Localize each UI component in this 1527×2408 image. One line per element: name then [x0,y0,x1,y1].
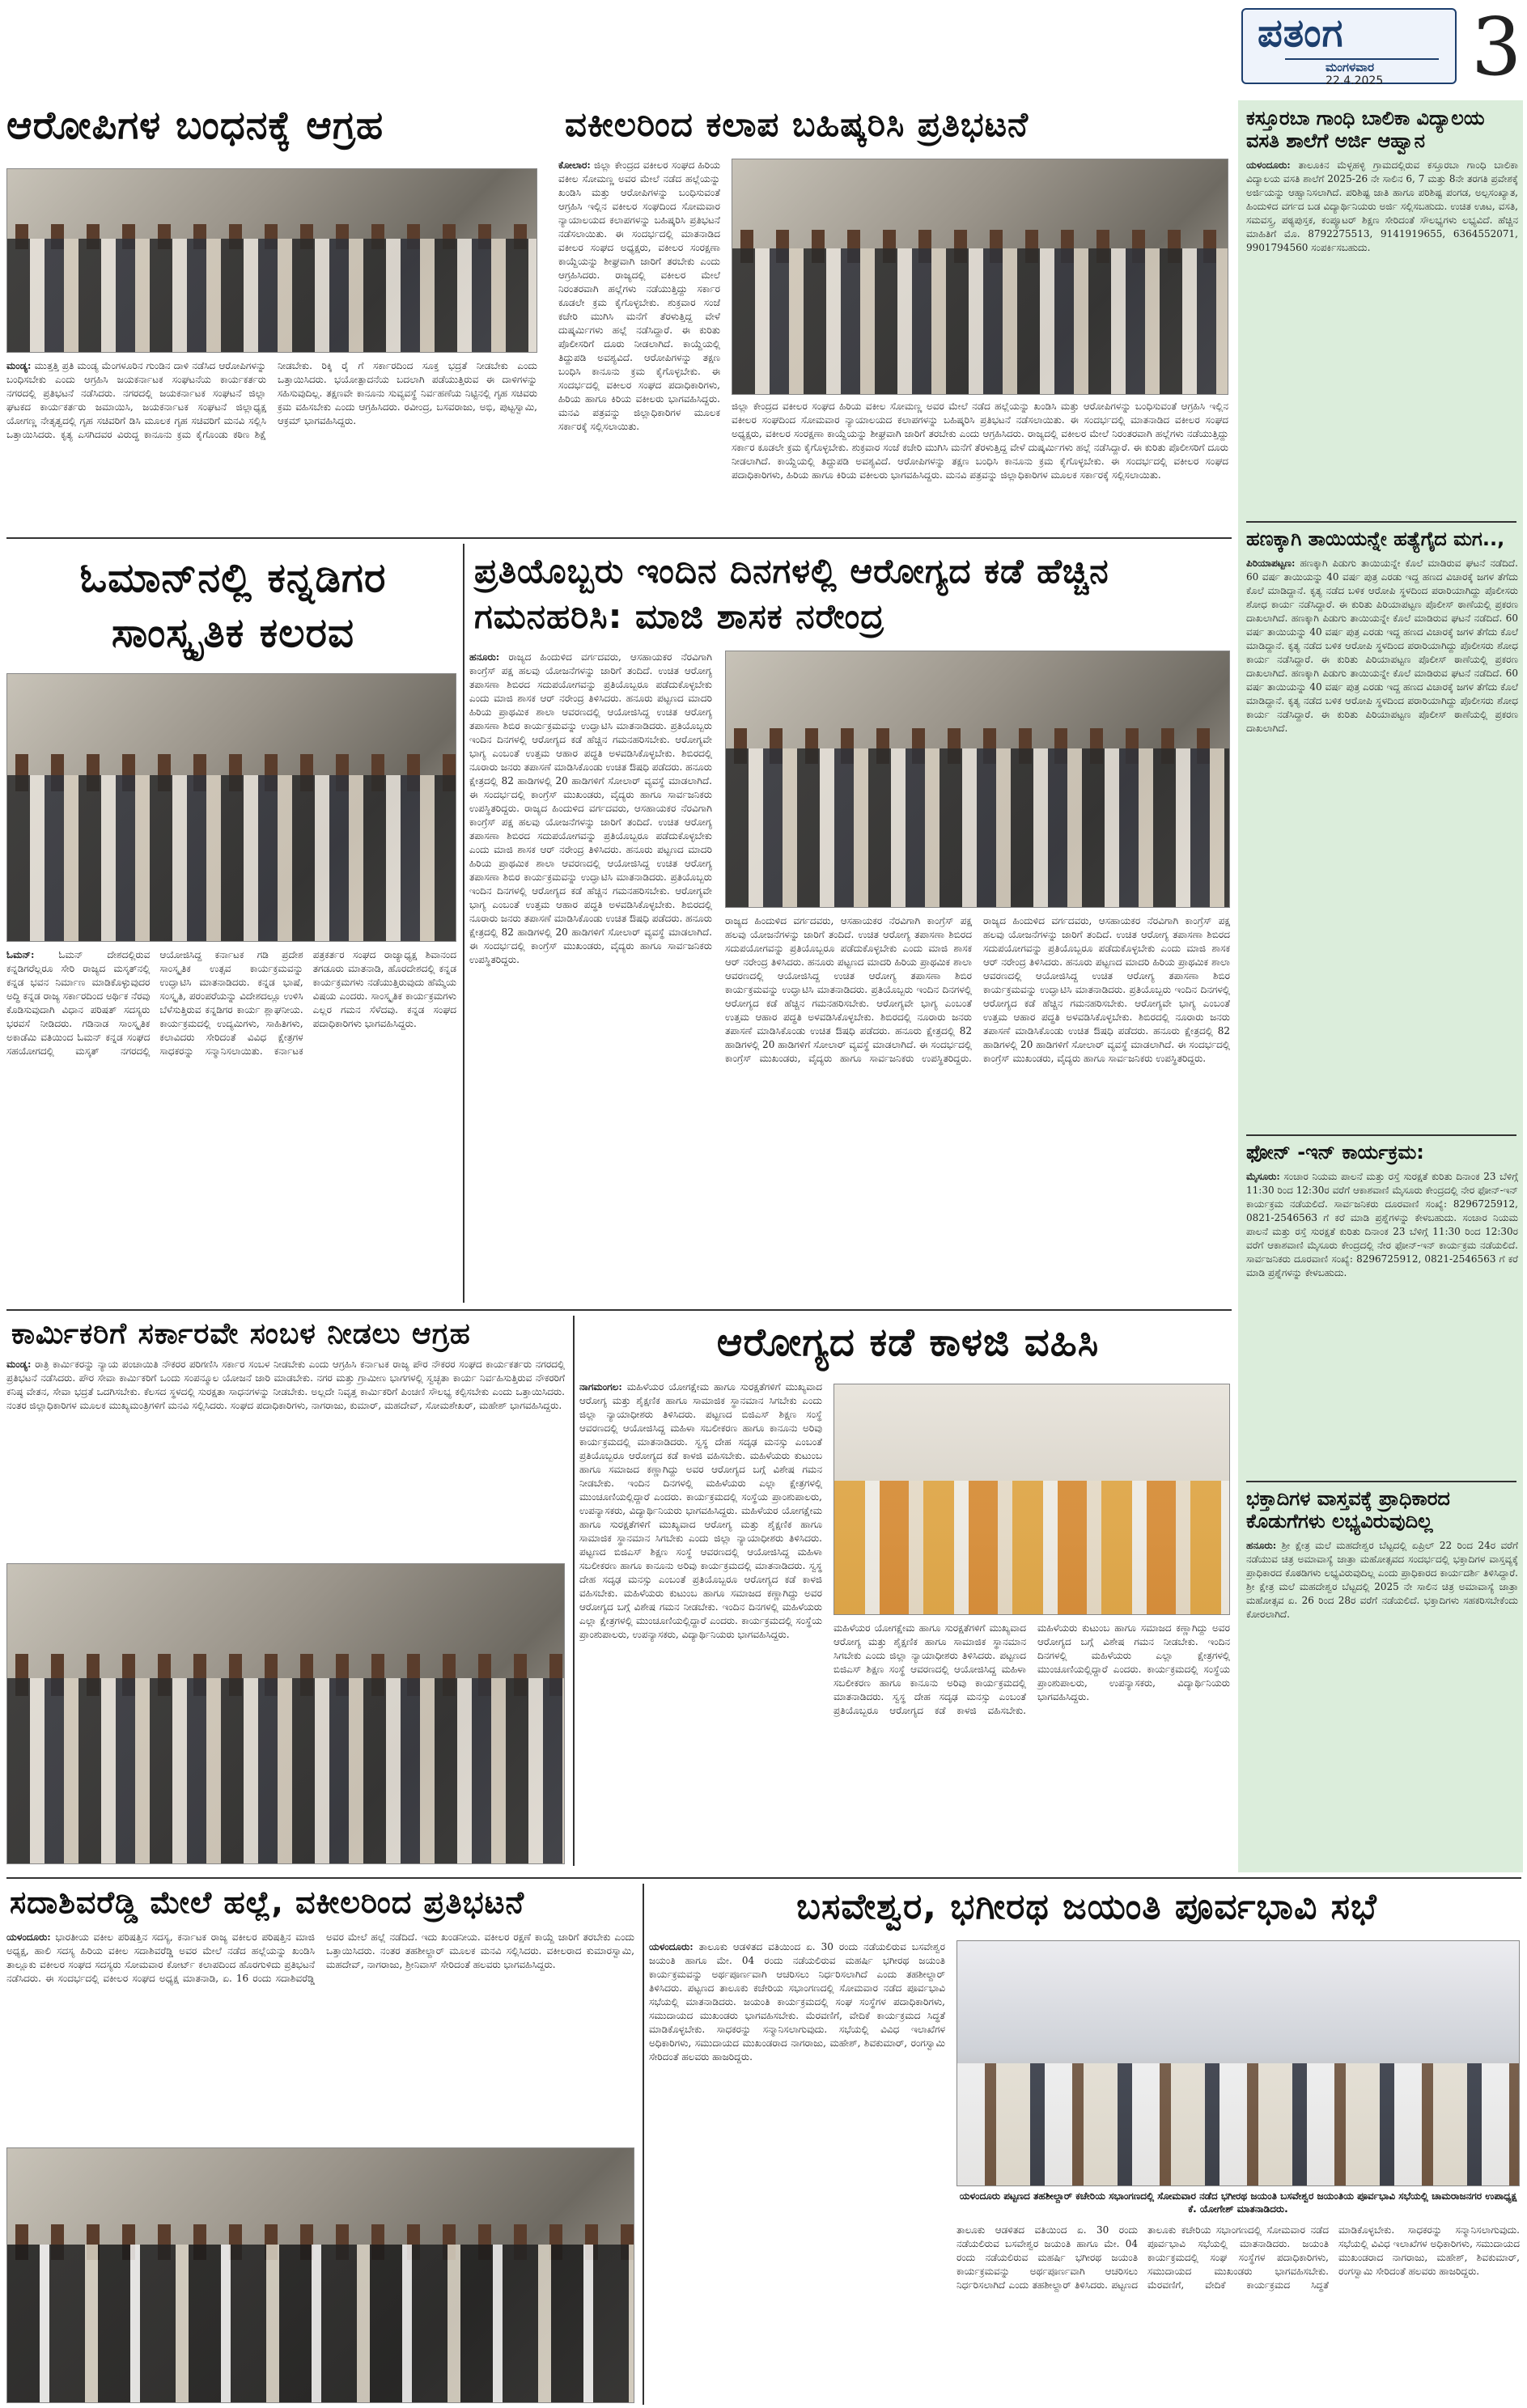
news-photo [6,168,537,353]
divider [1246,521,1516,523]
article-oman-kannadigas [6,544,460,1304]
article-workers-salary [6,1316,568,1866]
article-body [6,948,456,1301]
divider [643,1884,644,2405]
news-photo [956,1940,1520,2186]
body-copy: ರಾಜ್ಯದ ಹಿಂದುಳಿದ ವರ್ಗದವರು, ಆಸಹಾಯಕರ ನೆರವಿಗಾಗಿ ಕಾಂಗ್ರೆಸ್ ಪಕ್ಷ ಹಲವು ಯೋಜನೆಗಳನ್ನು ಜಾರಿಗೆ ತಂದಿದೆ. ಉಚಿತ ಆರೋಗ್ಯ ತಪಾಸಣಾ ಶಿಬಿರದ ಸದುಪಯೋಗವನ್ನು ಪ್ರತಿಯೊಬ್ಬರೂ ಪಡೆದುಕೊಳ್ಳಬೇಕು ಎಂದು ಮಾಜಿ ಶಾಸಕ ಆರ್ ನರೇಂದ್ರ ತಿಳಿಸಿದರು. ಹನೂರು ಪಟ್ಟಣದ ಮಾದರಿ ಹಿರಿಯ ಪ್ರಾಥಮಿಕ ಶಾಲಾ ಆವರಣದಲ್ಲಿ ಆಯೋಜಿಸಿದ್ದ ಉಚಿತ ಆರೋಗ್ಯ ತಪಾಸಣಾ ಶಿಬಿರ ಕಾರ್ಯಕ್ರಮವನ್ನು ಉದ್ಘಾಟಿಸಿ ಮಾತನಾಡಿದರು. ಪ್ರತಿಯೊಬ್ಬರು ಇಂದಿನ ದಿನಗಳಲ್ಲಿ ಆರೋಗ್ಯದ ಕಡೆ ಹೆಚ್ಚಿನ ಗಮನಹರಿಸಬೇಕು. ಆರೋಗ್ಯವೇ ಭಾಗ್ಯ ಎಂಬಂತೆ ಉತ್ತಮ ಆಹಾರ ಪದ್ಧತಿ ಅಳವಡಿಸಿಕೊಳ್ಳಬೇಕು. ಶಿಬಿರದಲ್ಲಿ ನೂರಾರು ಜನರು ತಪಾಸಣೆ ಮಾಡಿಸಿಕೊಂಡು ಉಚಿತ ಔಷಧಿ ಪಡೆದರು. ಹನೂರು ಕ್ಷೇತ್ರದಲ್ಲಿ 82 ಹಾಡಿಗಳಲ್ಲಿ 20 ಹಾಡಿಗಳಿಗೆ ಸೋಲಾರ್ ವ್ಯವಸ್ಥೆ ಮಾಡಲಾಗಿದೆ. ಈ ಸಂದರ್ಭದಲ್ಲಿ ಕಾಂಗ್ರೆಸ್ ಮುಖಂಡರು, ವೈದ್ಯರು ಹಾಗೂ ಸಾರ್ವಜನಿಕರು ಉಪಸ್ಥಿತರಿದ್ದರು. [469,651,712,814]
body-copy-continued: ಹಣಕ್ಕಾಗಿ ಪಿಡುಗು ತಾಯಿಯನ್ನೇ ಕೊಲೆ ಮಾಡಿರುವ ಘಟನೆ ನಡೆದಿದೆ. 60 ವರ್ಷ ತಾಯಿಯನ್ನು 40 ವರ್ಷ ಪುತ್ರ ಎರಡು ಇದ್ದ ಹಣದ ವಿಚಾರಕ್ಕೆ ಜಗಳ ತೆಗೆದು ಕೊಲೆ ಮಾಡಿದ್ದಾನೆ. ಕೃತ್ಯ ನಡೆದ ಬಳಿಕ ಆರೋಪಿ ಸ್ಥಳದಿಂದ ಪರಾರಿಯಾಗಿದ್ದು ಪೊಲೀಸರು ಶೋಧ ಕಾರ್ಯ ನಡೆಸಿದ್ದಾರೆ. ಈ ಕುರಿತು ಪಿರಿಯಾಪಟ್ಟಣ ಪೊಲೀಸ್ ಠಾಣೆಯಲ್ಲಿ ಪ್ರಕರಣ ದಾಖಲಾಗಿದೆ. [1246,668,1518,734]
dateline: ಯಳಂದೂರು: [6,1931,51,1943]
body-copy-continued: ರಾಜ್ಯದ ಹಿಂದುಳಿದ ವರ್ಗದವರು, ಆಸಹಾಯಕರ ನೆರವಿಗಾಗಿ ಕಾಂಗ್ರೆಸ್ ಪಕ್ಷ ಹಲವು ಯೋಜನೆಗಳನ್ನು ಜಾರಿಗೆ ತಂದಿದೆ. ಉಚಿತ ಆರೋಗ್ಯ ತಪಾಸಣಾ ಶಿಬಿರದ ಸದುಪಯೋಗವನ್ನು ಪ್ರತಿಯೊಬ್ಬರೂ ಪಡೆದುಕೊಳ್ಳಬೇಕು ಎಂದು ಮಾಜಿ ಶಾಸಕ ಆರ್ ನರೇಂದ್ರ ತಿಳಿಸಿದರು. ಹನೂರು ಪಟ್ಟಣದ ಮಾದರಿ ಹಿರಿಯ ಪ್ರಾಥಮಿಕ ಶಾಲಾ ಆವರಣದಲ್ಲಿ ಆಯೋಜಿಸಿದ್ದ ಉಚಿತ ಆರೋಗ್ಯ ತಪಾಸಣಾ ಶಿಬಿರ ಕಾರ್ಯಕ್ರಮವನ್ನು ಉದ್ಘಾಟಿಸಿ ಮಾತನಾಡಿದರು. ಪ್ರತಿಯೊಬ್ಬರು ಇಂದಿನ ದಿನಗಳಲ್ಲಿ ಆರೋಗ್ಯದ ಕಡೆ ಹೆಚ್ಚಿನ ಗಮನಹರಿಸಬೇಕು. ಆರೋಗ್ಯವೇ ಭಾಗ್ಯ ಎಂಬಂತೆ ಉತ್ತಮ ಆಹಾರ ಪದ್ಧತಿ ಅಳವಡಿಸಿಕೊಳ್ಳಬೇಕು. ಶಿಬಿರದಲ್ಲಿ ನೂರಾರು ಜನರು ತಪಾಸಣೆ ಮಾಡಿಸಿಕೊಂಡು ಉಚಿತ ಔಷಧಿ ಪಡೆದರು. ಹನೂರು ಕ್ಷೇತ್ರದಲ್ಲಿ 82 ಹಾಡಿಗಳಲ್ಲಿ 20 ಹಾಡಿಗಳಿಗೆ ಸೋಲಾರ್ ವ್ಯವಸ್ಥೆ ಮಾಡಲಾಗಿದೆ. ಈ ಸಂದರ್ಭದಲ್ಲಿ ಕಾಂಗ್ರೆಸ್ ಮುಖಂಡರು, ವೈದ್ಯರು ಹಾಗೂ ಸಾರ್ವಜನಿಕರು ಉಪಸ್ಥಿತರಿದ್ದರು. [469,803,712,965]
divider [463,544,464,1303]
headline: ಸದಾಶಿವರೆಡ್ಡಿ ಮೇಲೆ ಹಲ್ಲೆ, ವಕೀಲರಿಂದ ಪ್ರತಿಭಟನೆ [10,1884,525,1920]
article-body [1246,159,1518,474]
news-photo [6,2147,634,2403]
article-lawyers-boycott [558,102,1230,531]
dateline: ಕೋಲಾರ: [558,159,591,171]
article-body-right [833,1622,1230,1864]
sidebar-item-temple-rooms [1246,1487,1518,1867]
article-body-left [579,1380,822,1864]
body-copy: ತಾಲೂಕು ಆಡಳಿತದ ವತಿಯಿಂದ ಏ. 30 ರಂದು ನಡೆಯಲಿರುವ ಬಸವೇಶ್ವರ ಜಯಂತಿ ಹಾಗೂ ಮೇ. 04 ರಂದು ನಡೆಯಲಿರುವ ಮಹರ್ಷಿ ಭಗೀರಥ ಜಯಂತಿ ಕಾರ್ಯಕ್ರಮವನ್ನು ಅರ್ಥಪೂರ್ಣವಾಗಿ ಆಚರಿಸಲು ನಿರ್ಧರಿಸಲಾಗಿದೆ ಎಂದು ತಹಶೀಲ್ದಾರ್ ತಿಳಿಸಿದರು. ಪಟ್ಟಣದ ತಾಲೂಕು ಕಚೇರಿಯ ಸಭಾಂಗಣದಲ್ಲಿ ಸೋಮವಾರ ನಡೆದ ಪೂರ್ವಭಾವಿ ಸಭೆಯಲ್ಲಿ ಮಾತನಾಡಿದರು. ಜಯಂತಿ ಕಾರ್ಯಕ್ರಮದಲ್ಲಿ ಸಂಘ ಸಂಸ್ಥೆಗಳ ಪದಾಧಿಕಾರಿಗಳು, ಸಮುದಾಯದ ಮುಖಂಡರು ಭಾಗವಹಿಸಬೇಕು. ಮೆರವಣಿಗೆ, ವೇದಿಕೆ ಕಾರ್ಯಕ್ರಮದ ಸಿದ್ಧತೆ ಮಾಡಿಕೊಳ್ಳಬೇಕು. ಸಾಧಕರನ್ನು ಸನ್ಮಾನಿಸಲಾಗುವುದು. ಸಭೆಯಲ್ಲಿ ವಿವಿಧ ಇಲಾಖೆಗಳ ಅಧಿಕಾರಿಗಳು, ಸಮುದಾಯದ ಮುಖಂಡರಾದ ನಾಗರಾಜು, ಮಹೇಶ್, ಶಿವಕುಮಾರ್, ರಂಗಸ್ವಾಮಿ ಸೇರಿದಂತೆ ಹಲವರು ಹಾಜರಿದ್ದರು. [649,1941,945,2062]
article-body [1246,1539,1518,1846]
article-sadashiva-reddy [6,1884,638,2405]
dateline: ಮಂಡ್ಯ: [6,1359,32,1370]
body-copy-continued: ಮಹಿಳೆಯರ ಯೋಗಕ್ಷೇಮ ಹಾಗೂ ಸುರಕ್ಷತೆಗಳಿಗೆ ಮುಖ್ಯವಾದ ಆರೋಗ್ಯ ಮತ್ತು ಶೈಕ್ಷಣಿಕ ಹಾಗೂ ಸಾಮಾಜಿಕ ಸ್ಥಾನಮಾನ ಸಿಗಬೇಕು ಎಂದು ಜಿಲ್ಲಾ ನ್ಯಾಯಾಧೀಶರು ತಿಳಿಸಿದರು. ಪಟ್ಟಣದ ಬಿಜಿಎಸ್ ಶಿಕ್ಷಣ ಸಂಸ್ಥೆ ಆವರಣದಲ್ಲಿ ಆಯೋಜಿಸಿದ್ದ ಮಹಿಳಾ ಸಬಲೀಕರಣ ಹಾಗೂ ಕಾನೂನು ಅರಿವು ಕಾರ್ಯಕ್ರಮದಲ್ಲಿ ಮಾತನಾಡಿದರು. ಸ್ವಸ್ಥ ದೇಹ ಸದೃಢ ಮನಸ್ಸು ಎಂಬಂತೆ ಪ್ರತಿಯೊಬ್ಬರೂ ಆರೋಗ್ಯದ ಕಡೆ ಕಾಳಜಿ ವಹಿಸಬೇಕು. ಮಹಿಳೆಯರು ಕುಟುಂಬ ಹಾಗೂ ಸಮಾಜದ ಕಣ್ಣಾಗಿದ್ದು ಅವರ ಆರೋಗ್ಯದ ಬಗ್ಗೆ ವಿಶೇಷ ಗಮನ ನೀಡಬೇಕು. ಇಂದಿನ ದಿನಗಳಲ್ಲಿ ಮಹಿಳೆಯರು ಎಲ್ಲಾ ಕ್ಷೇತ್ರಗಳಲ್ಲಿ ಮುಂಚೂಣಿಯಲ್ಲಿದ್ದಾರೆ ಎಂದರು. ಕಾರ್ಯಕ್ರಮದಲ್ಲಿ ಸಂಸ್ಥೆಯ ಪ್ರಾಂಶುಪಾಲರು, ಉಪನ್ಯಾಸಕರು, ವಿದ್ಯಾರ್ಥಿನಿಯರು ಭಾಗವಹಿಸಿದ್ದರು. [579,1505,822,1640]
divider [1246,1134,1516,1136]
dateline: ಯಳಂದೂರು: [1246,159,1291,171]
headline: ಪ್ರತಿಯೊಬ್ಬರು ಇಂದಿನ ದಿನಗಳಲ್ಲಿ ಆರೋಗ್ಯದ ಕಡೆ ಹೆಚ್ಚಿನ ಗಮನಹರಿಸಿ: ಮಾಜಿ ಶಾಸಕ ನರೇಂದ್ರ [474,551,1109,636]
body-copy: ಶ್ರೀ ಕ್ಷೇತ್ರ ಮಲೆ ಮಹದೇಶ್ವರ ಬೆಟ್ಟದಲ್ಲಿ ಏಪ್ರಿಲ್ 22 ರಿಂದ 24ರ ವರೆಗೆ ನಡೆಯುವ ಚಿತ್ರ ಅಮಾವಾಸ್ಯೆ ಜಾತ್ರಾ ಮಹೋತ್ಸವದ ಸಂದರ್ಭದಲ್ಲಿ ಭಕ್ತಾದಿಗಳ ವಾಸ್ತವ್ಯಕ್ಕೆ ಪ್ರಾಧಿಕಾರದ ಕೊಠಡಿಗಳು ಲಭ್ಯವಿರುವುದಿಲ್ಲ ಎಂದು ಪ್ರಾಧಿಕಾರದ ಕಾರ್ಯದರ್ಶಿ ತಿಳಿಸಿದ್ದಾರೆ. ಶ್ರೀ ಕ್ಷೇತ್ರ ಮಲೆ ಮಹದೇಶ್ವರ ಬೆಟ್ಟದಲ್ಲಿ 2025 ನೇ ಸಾಲಿನ ಚಿತ್ರ ಅಮಾವಾಸ್ಯೆ ಜಾತ್ರಾ ಮಹೋತ್ಸವ ಏ. 26 ರಿಂದ 28ರ ವರೆಗೆ ನಡೆಯಲಿದೆ. ಭಕ್ತಾದಿಗಳು ಸಹಕರಿಸಬೇಕೆಂದು ಕೋರಲಾಗಿದೆ. [1246,1540,1518,1620]
headline: ಕಾರ್ಮಿಕರಿಗೆ ಸರ್ಕಾರವೇ ಸಂಬಳ ನೀಡಲು ಆಗ್ರಹ [11,1317,471,1350]
dateline: ಯಳಂದೂರು: [649,1941,694,1952]
dateline: ಹನೂರು: [1246,1540,1277,1551]
body-copy: ಭಾರತೀಯ ವಕೀಲ ಪರಿಷತ್ತಿನ ಸದಸ್ಯ, ಕರ್ನಾಟಕ ರಾಜ್ಯ ವಕೀಲರ ಪರಿಷತ್ತಿನ ಮಾಜಿ ಅಧ್ಯಕ್ಷ, ಹಾಲಿ ಸದಸ್ಯ ಹಿರಿಯ ವಕೀಲ ಸದಾಶಿವರೆಡ್ಡಿ ಅವರ ಮೇಲೆ ನಡೆದ ಹಲ್ಲೆಯನ್ನು ಖಂಡಿಸಿ ತಾಲ್ಲೂಕು ವಕೀಲರ ಸಂಘದ ಸದಸ್ಯರು ಸೋಮವಾರ ಕೋರ್ಟ್ ಕಲಾಪದಿಂದ ಹೊರಗುಳಿದು ಪ್ರತಿಭಟನೆ ನಡೆಸಿದರು. ಈ ಸಂದರ್ಭದಲ್ಲಿ ವಕೀಲರ ಸಂಘದ ಅಧ್ಯಕ್ಷ ಮಾತನಾಡಿ, ಏ. 16 ರಂದು ಸದಾಶಿವರೆಡ್ಡಿ ಅವರ ಮೇಲೆ ಹಲ್ಲೆ ನಡೆದಿದೆ. ಇದು ಖಂಡನೀಯ. ವಕೀಲರ ರಕ್ಷಣೆ ಕಾಯ್ದೆ ಜಾರಿಗೆ ತರಬೇಕು ಎಂದು ಒತ್ತಾಯಿಸಿದರು. ನಂತರ ತಹಶೀಲ್ದಾರ್ ಮೂಲಕ ಮನವಿ ಸಲ್ಲಿಸಿದರು. ವಕೀಲರಾದ ಕುಮಾರಸ್ವಾಮಿ, ಮಹದೇವ್, ನಾಗರಾಜು, ಶ್ರೀನಿವಾಸ್ ಸೇರಿದಂತೆ ಹಲವರು ಭಾಗವಹಿಸಿದ್ದರು. [6,1931,634,1984]
masthead-name: ಪತಂಗ [1258,11,1344,56]
article-body-left [558,159,720,528]
body-copy: ಓಮನ್ ದೇಶದಲ್ಲಿರುವ ಕನ್ನಡಿಗರೆಲ್ಲರೂ ಸೇರಿ ರಾಜ್ಯದ ಮಸ್ಕತ್‌ನಲ್ಲಿ ಕನ್ನಡ ಭವನ ನಿರ್ಮಾಣ ಮಾಡಿಕೊಳ್ಳುವುದರ ಅದ್ಧಿ ಕನ್ನಡ ರಾಜ್ಯ ಸರ್ಕಾರದಿಂದ ಅರ್ಥಿಕ ನೆರವು ಕೊಡಿಸುವುದಾಗಿ ವಿಧಾನ ಪರಿಷತ್ ಸದಸ್ಯರು ಭರವಸೆ ನೀಡಿದರು. ಗಡಿನಾಡ ಸಾಂಸ್ಕೃತಿಕ ಅಕಾಡೆಮಿ ವತಿಯಿಂದ ಓಮನ್ ಕನ್ನಡ ಸಂಘದ ಸಹಯೋಗದಲ್ಲಿ ಮಸ್ಕತ್ ನಗರದಲ್ಲಿ ಆಯೋಜಿಸಿದ್ದ ಕರ್ನಾಟಕ ಗಡಿ ಪ್ರದೇಶ ಸಾಂಸ್ಕೃತಿಕ ಉತ್ಸವ ಕಾರ್ಯಕ್ರಮವನ್ನು ಉದ್ಘಾಟಿಸಿ ಮಾತನಾಡಿದರು. ಕನ್ನಡ ಭಾಷೆ, ಸಂಸ್ಕೃತಿ, ಪರಂಪರೆಯನ್ನು ವಿದೇಶದಲ್ಲೂ ಉಳಿಸಿ ಬೆಳೆಸುತ್ತಿರುವ ಕನ್ನಡಿಗರ ಕಾರ್ಯ ಶ್ಲಾಘನೀಯ. ಕಾರ್ಯಕ್ರಮದಲ್ಲಿ ಉದ್ಯಮಿಗಳು, ಸಾಹಿತಿಗಳು, ಕಲಾವಿದರು ಸೇರಿದಂತೆ ವಿವಿಧ ಕ್ಷೇತ್ರಗಳ ಸಾಧಕರನ್ನು ಸನ್ಮಾನಿಸಲಾಯಿತು. ಕರ್ನಾಟಕ ಪತ್ರಕರ್ತರ ಸಂಘದ ರಾಜ್ಯಾಧ್ಯಕ್ಷ ಶಿವಾನಂದ ತಗಡೂರು ಮಾತನಾಡಿ, ಹೊರದೇಶದಲ್ಲಿ ಕನ್ನಡ ಕಾರ್ಯಕ್ರಮಗಳು ನಡೆಯುತ್ತಿರುವುದು ಹೆಮ್ಮೆಯ ವಿಷಯ ಎಂದರು. ಸಾಂಸ್ಕೃತಿಕ ಕಾರ್ಯಕ್ರಮಗಳು ಎಲ್ಲರ ಗಮನ ಸೆಳೆದವು. ಕನ್ನಡ ಸಂಘದ ಪದಾಧಿಕಾರಿಗಳು ಭಾಗವಹಿಸಿದ್ದರು. [6,949,456,1057]
article-body [6,1931,634,2141]
divider [6,1877,1521,1879]
body-copy: ಸಂಚಾರ ನಿಯಮ ಪಾಲನೆ ಮತ್ತು ರಸ್ತೆ ಸುರಕ್ಷತೆ ಕುರಿತು ದಿನಾಂಕ 23 ಬೆಳಿಗ್ಗೆ 11:30 ರಿಂದ 12:30ರ ವರೆಗೆ ಆಕಾಶವಾಣಿ ಮೈಸೂರು ಕೇಂದ್ರದಲ್ಲಿ ನೇರ ಫೋನ್-ಇನ್ ಕಾರ್ಯಕ್ರಮ ನಡೆಯಲಿದೆ. ಸಾರ್ವಜನಿಕರು ದೂರವಾಣಿ ಸಂಖ್ಯೆ: 8296725912, 0821-2546563 ಗೆ ಕರೆ ಮಾಡಿ ಪ್ರಶ್ನೆಗಳನ್ನು ಕೇಳಬಹುದು. [1246,1171,1518,1223]
news-photo [725,651,1230,908]
dateline: ಓಮನ್: [6,949,35,960]
dateline: ಹನೂರು: [469,651,500,663]
dateline: ಮಂಡ್ಯ: [6,360,32,371]
article-body [1246,557,1518,1107]
article-body-right [732,400,1228,528]
article-body [6,359,537,529]
body-copy: ಜಿಲ್ಲಾ ಕೇಂದ್ರದ ವಕೀಲರ ಸಂಘದ ಹಿರಿಯ ವಕೀಲ ಸೋಮಣ್ಣ ಅವರ ಮೇಲೆ ನಡೆದ ಹಲ್ಲೆಯನ್ನು ಖಂಡಿಸಿ ಮತ್ತು ಆರೋಪಿಗಳನ್ನು ಬಂಧಿಸುವಂತೆ ಆಗ್ರಹಿಸಿ ಇಲ್ಲಿನ ವಕೀಲರ ಸಂಘದಿಂದ ಸೋಮವಾರ ನ್ಯಾಯಾಲಯದ ಕಲಾಪಗಳನ್ನು ಬಹಿಷ್ಕರಿಸಿ ಪ್ರತಿಭಟನೆ ನಡೆಸಲಾಯಿತು. ಈ ಸಂದರ್ಭದಲ್ಲಿ ಮಾತನಾಡಿದ ವಕೀಲರ ಸಂಘದ ಅಧ್ಯಕ್ಷರು, ವಕೀಲರ ಸಂರಕ್ಷಣಾ ಕಾಯ್ದೆಯನ್ನು ಶೀಘ್ರವಾಗಿ ಜಾರಿಗೆ ತರಬೇಕು ಎಂದು ಆಗ್ರಹಿಸಿದರು. ರಾಜ್ಯದಲ್ಲಿ ವಕೀಲರ ಮೇಲೆ ನಿರಂತರವಾಗಿ ಹಲ್ಲೆಗಳು ನಡೆಯುತ್ತಿದ್ದು ಸರ್ಕಾರ ಕೂಡಲೇ ಕ್ರಮ ಕೈಗೊಳ್ಳಬೇಕು. ಶುಕ್ರವಾರ ಸಂಜೆ ಕಚೇರಿ ಮುಗಿಸಿ ಮನೆಗೆ ತೆರಳುತ್ತಿದ್ದ ವೇಳೆ ದುಷ್ಕರ್ಮಿಗಳು ಹಲ್ಲೆ ನಡೆಸಿದ್ದಾರೆ. ಈ ಕುರಿತು ಪೊಲೀಸರಿಗೆ ದೂರು ನೀಡಲಾಗಿದೆ. ಕಾಯ್ದೆಯಲ್ಲಿ ತಿದ್ದುಪಡಿ ಅವಶ್ಯವಿದೆ. ಆರೋಪಿಗಳನ್ನು ತಕ್ಷಣ ಬಂಧಿಸಿ ಕಾನೂನು ಕ್ರಮ ಕೈಗೊಳ್ಳಬೇಕು. ಈ ಸಂದರ್ಭದಲ್ಲಿ ವಕೀಲರ ಸಂಘದ ಪದಾಧಿಕಾರಿಗಳು, ಹಿರಿಯ ಹಾಗೂ ಕಿರಿಯ ವಕೀಲರು ಭಾಗವಹಿಸಿದ್ದರು. ಮನವಿ ಪತ್ರವನ್ನು ಜಿಲ್ಲಾಧಿಕಾರಿಗಳ ಮೂಲಕ ಸರ್ಕಾರಕ್ಕೆ ಸಲ್ಲಿಸಲಾಯಿತು. [732,401,1228,481]
body-copy-continued: ರಾಜ್ಯದ ಹಿಂದುಳಿದ ವರ್ಗದವರು, ಆಸಹಾಯಕರ ನೆರವಿಗಾಗಿ ಕಾಂಗ್ರೆಸ್ ಪಕ್ಷ ಹಲವು ಯೋಜನೆಗಳನ್ನು ಜಾರಿಗೆ ತಂದಿದೆ. ಉಚಿತ ಆರೋಗ್ಯ ತಪಾಸಣಾ ಶಿಬಿರದ ಸದುಪಯೋಗವನ್ನು ಪ್ರತಿಯೊಬ್ಬರೂ ಪಡೆದುಕೊಳ್ಳಬೇಕು ಎಂದು ಮಾಜಿ ಶಾಸಕ ಆರ್ ನರೇಂದ್ರ ತಿಳಿಸಿದರು. ಹನೂರು ಪಟ್ಟಣದ ಮಾದರಿ ಹಿರಿಯ ಪ್ರಾಥಮಿಕ ಶಾಲಾ ಆವರಣದಲ್ಲಿ ಆಯೋಜಿಸಿದ್ದ ಉಚಿತ ಆರೋಗ್ಯ ತಪಾಸಣಾ ಶಿಬಿರ ಕಾರ್ಯಕ್ರಮವನ್ನು ಉದ್ಘಾಟಿಸಿ ಮಾತನಾಡಿದರು. ಪ್ರತಿಯೊಬ್ಬರು ಇಂದಿನ ದಿನಗಳಲ್ಲಿ ಆರೋಗ್ಯದ ಕಡೆ ಹೆಚ್ಚಿನ ಗಮನಹರಿಸಬೇಕು. ಆರೋಗ್ಯವೇ ಭಾಗ್ಯ ಎಂಬಂತೆ ಉತ್ತಮ ಆಹಾರ ಪದ್ಧತಿ ಅಳವಡಿಸಿಕೊಳ್ಳಬೇಕು. ಶಿಬಿರದಲ್ಲಿ ನೂರಾರು ಜನರು ತಪಾಸಣೆ ಮಾಡಿಸಿಕೊಂಡು ಉಚಿತ ಔಷಧಿ ಪಡೆದರು. ಹನೂರು ಕ್ಷೇತ್ರದಲ್ಲಿ 82 ಹಾಡಿಗಳಲ್ಲಿ 20 ಹಾಡಿಗಳಿಗೆ ಸೋಲಾರ್ ವ್ಯವಸ್ಥೆ ಮಾಡಲಾಗಿದೆ. ಈ ಸಂದರ್ಭದಲ್ಲಿ ಕಾಂಗ್ರೆಸ್ ಮುಖಂಡರು, ವೈದ್ಯರು ಹಾಗೂ ಸಾರ್ವಜನಿಕರು ಉಪಸ್ಥಿತರಿದ್ದರು. [983,915,1230,1064]
photo-caption: ಯಳಂದೂರು ಪಟ್ಟಣದ ತಹಶೀಲ್ದಾರ್ ಕಚೇರಿಯ ಸಭಾಂಗಣದಲ್ಲಿ ಸೋಮವಾರ ನಡೆದ ಭಗೀರಥ ಜಯಂತಿ ಬಸವೇಶ್ವರ ಜಯಂತಿಯ ಪೂರ್ವಭಾವಿ ಸಭೆಯಲ್ಲಿ ಚಾಮರಾಜನಗರ ಉಪಾಧ್ಯಕ್ಷ ಕೆ. ಯೋಗೇಶ್ ಮಾತನಾಡಿದರು. [959,2190,1517,2215]
news-photo [833,1384,1230,1615]
headline: ಆರೋಗ್ಯದ ಕಡೆ ಕಾಳಜಿ ವಹಿಸಿ [716,1320,1100,1365]
masthead-day: ಮಂಗಳವಾರ [1326,60,1375,74]
news-photo [6,1563,565,1864]
body-copy-continued: ಹಣಕ್ಕಾಗಿ ಪಿಡುಗು ತಾಯಿಯನ್ನೇ ಕೊಲೆ ಮಾಡಿರುವ ಘಟನೆ ನಡೆದಿದೆ. 60 ವರ್ಷ ತಾಯಿಯನ್ನು 40 ವರ್ಷ ಪುತ್ರ ಎರಡು ಇದ್ದ ಹಣದ ವಿಚಾರಕ್ಕೆ ಜಗಳ ತೆಗೆದು ಕೊಲೆ ಮಾಡಿದ್ದಾನೆ. ಕೃತ್ಯ ನಡೆದ ಬಳಿಕ ಆರೋಪಿ ಸ್ಥಳದಿಂದ ಪರಾರಿಯಾಗಿದ್ದು ಪೊಲೀಸರು ಶೋಧ ಕಾರ್ಯ ನಡೆಸಿದ್ದಾರೆ. ಈ ಕುರಿತು ಪಿರಿಯಾಪಟ್ಟಣ ಪೊಲೀಸ್ ಠಾಣೆಯಲ್ಲಿ ಪ್ರಕರಣ ದಾಖಲಾಗಿದೆ. [1246,613,1518,679]
headline: ಹಣಕ್ಕಾಗಿ ತಾಯಿಯನ್ನೇ ಹತ್ಯೆಗೈದ ಮಗ.., [1246,528,1505,550]
body-copy: ಮಹಿಳೆಯರ ಯೋಗಕ್ಷೇಮ ಹಾಗೂ ಸುರಕ್ಷತೆಗಳಿಗೆ ಮುಖ್ಯವಾದ ಆರೋಗ್ಯ ಮತ್ತು ಶೈಕ್ಷಣಿಕ ಹಾಗೂ ಸಾಮಾಜಿಕ ಸ್ಥಾನಮಾನ ಸಿಗಬೇಕು ಎಂದು ಜಿಲ್ಲಾ ನ್ಯಾಯಾಧೀಶರು ತಿಳಿಸಿದರು. ಪಟ್ಟಣದ ಬಿಜಿಎಸ್ ಶಿಕ್ಷಣ ಸಂಸ್ಥೆ ಆವರಣದಲ್ಲಿ ಆಯೋಜಿಸಿದ್ದ ಮಹಿಳಾ ಸಬಲೀಕರಣ ಹಾಗೂ ಕಾನೂನು ಅರಿವು ಕಾರ್ಯಕ್ರಮದಲ್ಲಿ ಮಾತನಾಡಿದರು. ಸ್ವಸ್ಥ ದೇಹ ಸದೃಢ ಮನಸ್ಸು ಎಂಬಂತೆ ಪ್ರತಿಯೊಬ್ಬರೂ ಆರೋಗ್ಯದ ಕಡೆ ಕಾಳಜಿ ವಹಿಸಬೇಕು. ಮಹಿಳೆಯರು ಕುಟುಂಬ ಹಾಗೂ ಸಮಾಜದ ಕಣ್ಣಾಗಿದ್ದು ಅವರ ಆರೋಗ್ಯದ ಬಗ್ಗೆ ವಿಶೇಷ ಗಮನ ನೀಡಬೇಕು. ಇಂದಿನ ದಿನಗಳಲ್ಲಿ ಮಹಿಳೆಯರು ಎಲ್ಲಾ ಕ್ಷೇತ್ರಗಳಲ್ಲಿ ಮುಂಚೂಣಿಯಲ್ಲಿದ್ದಾರೆ ಎಂದರು. ಕಾರ್ಯಕ್ರಮದಲ್ಲಿ ಸಂಸ್ಥೆಯ ಪ್ರಾಂಶುಪಾಲರು, ಉಪನ್ಯಾಸಕರು, ವಿದ್ಯಾರ್ಥಿನಿಯರು ಭಾಗವಹಿಸಿದ್ದರು. [833,1622,1230,1716]
sidebar-item-murder [1246,528,1518,1133]
article-body-right [725,914,1230,1303]
dateline: ನಾಗಮಂಗಲ: [579,1381,622,1393]
article-body-left [469,651,712,1303]
masthead-date: 22.4.2025 [1326,74,1384,87]
body-copy: ರಾತ್ರಿ ಕಾರ್ಮಿಕರನ್ನು ನ್ಯಾಯ ಪಂಚಾಯಿತಿ ನೌಕರರ ಪರಿಗಣಿಸಿ ಸರ್ಕಾರ ಸಂಬಳ ನೀಡಬೇಕು ಎಂದು ಆಗ್ರಹಿಸಿ ಕರ್ನಾಟಕ ರಾಜ್ಯ ಪೌರ ನೌಕರರ ಸಂಘದ ಕಾರ್ಯಕರ್ತರು ನಗರದಲ್ಲಿ ಪ್ರತಿಭಟನೆ ನಡೆಸಿದರು. ಪೌರ ಸೇವಾ ಕಾರ್ಮಿಕರಿಗೆ ಒಂದು ಸಂಪನ್ಮೂಲ ಯೋಜನೆ ಜಾರಿ ಮಾಡಬೇಕು. ನಗರ ಮತ್ತು ಗ್ರಾಮೀಣ ಭಾಗಗಳಲ್ಲಿ ಸ್ವಚ್ಛತಾ ಕಾರ್ಯ ನಿರ್ವಹಿಸುತ್ತಿರುವ ನೌಕರರಿಗೆ ಕನಿಷ್ಠ ವೇತನ, ಸೇವಾ ಭದ್ರತೆ ಒದಗಿಸಬೇಕು. ಕೆಲಸದ ಸ್ಥಳದಲ್ಲಿ ಸುರಕ್ಷತಾ ಸಾಧನಗಳನ್ನು ನೀಡಬೇಕು. ಅಲ್ಲದೇ ನಿವೃತ್ತ ಕಾರ್ಮಿಕರಿಗೆ ಪಿಂಚಣಿ ಸೌಲಭ್ಯ ಕಲ್ಪಿಸಬೇಕು ಎಂದು ಒತ್ತಾಯಿಸಿದರು. ನಂತರ ಜಿಲ್ಲಾಧಿಕಾರಿಗಳ ಮೂಲಕ ಮುಖ್ಯಮಂತ್ರಿಗಳಿಗೆ ಮನವಿ ಸಲ್ಲಿಸಿದರು. ಸಂಘದ ಪದಾಧಿಕಾರಿಗಳು, ನಾಗರಾಜು, ಕುಮಾರ್, ಮಹದೇವ್, ಸೋಮಶೇಖರ್, ಮಹೇಶ್ ಭಾಗವಹಿಸಿದ್ದರು. [6,1359,565,1411]
body-copy-continued: ಸಂಚಾರ ನಿಯಮ ಪಾಲನೆ ಮತ್ತು ರಸ್ತೆ ಸುರಕ್ಷತೆ ಕುರಿತು ದಿನಾಂಕ 23 ಬೆಳಿಗ್ಗೆ 11:30 ರಿಂದ 12:30ರ ವರೆಗೆ ಆಕಾಶವಾಣಿ ಮೈಸೂರು ಕೇಂದ್ರದಲ್ಲಿ ನೇರ ಫೋನ್-ಇನ್ ಕಾರ್ಯಕ್ರಮ ನಡೆಯಲಿದೆ. ಸಾರ್ವಜನಿಕರು ದೂರವಾಣಿ ಸಂಖ್ಯೆ: 8296725912, 0821-2546563 ಗೆ ಕರೆ ಮಾಡಿ ಪ್ರಶ್ನೆಗಳನ್ನು ಕೇಳಬಹುದು. [1246,1212,1518,1278]
article-health-narendra [469,544,1232,1304]
article-arrest-demand [6,102,541,531]
divider [6,537,1232,539]
divider [6,1309,1232,1311]
headline: ಬಸವೇಶ್ವರ, ಭಗೀರಥ ಜಯಂತಿ ಪೂರ್ವಭಾವಿ ಸಭೆ [796,1886,1377,1927]
article-body-right [956,2224,1520,2403]
article-health-care [579,1316,1232,1866]
divider [573,1316,575,1866]
news-photo [6,673,456,942]
body-copy: ತಾಲೂಕಿನ ಮೆಳ್ಳಹಳ್ಳಿ ಗ್ರಾಮದಲ್ಲಿರುವ ಕಸ್ತೂರಬಾ ಗಾಂಧಿ ಬಾಲಿಕಾ ವಿದ್ಯಾಲಯ ವಸತಿ ಶಾಲೆಗೆ 2025-26 ನೇ ಸಾಲಿನ 6, 7 ಮತ್ತು 8ನೇ ತರಗತಿ ಪ್ರವೇಶಕ್ಕೆ ಅರ್ಜಿಯನ್ನು ಆಹ್ವಾನಿಸಲಾಗಿದೆ. ಪರಿಶಿಷ್ಟ ಜಾತಿ ಹಾಗೂ ಪರಿಶಿಷ್ಟ ಪಂಗಡ, ಅಲ್ಪಸಂಖ್ಯಾತ, ಹಿಂದುಳಿದ ವರ್ಗದ ಬಡ ವಿದ್ಯಾರ್ಥಿನಿಯರು ಅರ್ಜಿ ಸಲ್ಲಿಸಬಹುದು. ಉಚಿತ ಊಟ, ವಸತಿ, ಸಮವಸ್ತ್ರ, ಪಠ್ಯಪುಸ್ತಕ, ಕಂಪ್ಯೂಟರ್ ಶಿಕ್ಷಣ ಸೇರಿದಂತೆ ಸೌಲಭ್ಯಗಳು ಲಭ್ಯವಿದೆ. ಹೆಚ್ಚಿನ ಮಾಹಿತಿಗೆ ಮೊ. 8792275513, 9141919655, 6364552071, 9901794560 ಸಂಪರ್ಕಿಸಬಹುದು. [1246,159,1518,253]
body-copy: ಮಹಿಳೆಯರ ಯೋಗಕ್ಷೇಮ ಹಾಗೂ ಸುರಕ್ಷತೆಗಳಿಗೆ ಮುಖ್ಯವಾದ ಆರೋಗ್ಯ ಮತ್ತು ಶೈಕ್ಷಣಿಕ ಹಾಗೂ ಸಾಮಾಜಿಕ ಸ್ಥಾನಮಾನ ಸಿಗಬೇಕು ಎಂದು ಜಿಲ್ಲಾ ನ್ಯಾಯಾಧೀಶರು ತಿಳಿಸಿದರು. ಪಟ್ಟಣದ ಬಿಜಿಎಸ್ ಶಿಕ್ಷಣ ಸಂಸ್ಥೆ ಆವರಣದಲ್ಲಿ ಆಯೋಜಿಸಿದ್ದ ಮಹಿಳಾ ಸಬಲೀಕರಣ ಹಾಗೂ ಕಾನೂನು ಅರಿವು ಕಾರ್ಯಕ್ರಮದಲ್ಲಿ ಮಾತನಾಡಿದರು. ಸ್ವಸ್ಥ ದೇಹ ಸದೃಢ ಮನಸ್ಸು ಎಂಬಂತೆ ಪ್ರತಿಯೊಬ್ಬರೂ ಆರೋಗ್ಯದ ಕಡೆ ಕಾಳಜಿ ವಹಿಸಬೇಕು. ಮಹಿಳೆಯರು ಕುಟುಂಬ ಹಾಗೂ ಸಮಾಜದ ಕಣ್ಣಾಗಿದ್ದು ಅವರ ಆರೋಗ್ಯದ ಬಗ್ಗೆ ವಿಶೇಷ ಗಮನ ನೀಡಬೇಕು. ಇಂದಿನ ದಿನಗಳಲ್ಲಿ ಮಹಿಳೆಯರು ಎಲ್ಲಾ ಕ್ಷೇತ್ರಗಳಲ್ಲಿ ಮುಂಚೂಣಿಯಲ್ಲಿದ್ದಾರೆ ಎಂದರು. ಕಾರ್ಯಕ್ರಮದಲ್ಲಿ ಸಂಸ್ಥೆಯ ಪ್ರಾಂಶುಪಾಲರು, ಉಪನ್ಯಾಸಕರು, ವಿದ್ಯಾರ್ಥಿನಿಯರು ಭಾಗವಹಿಸಿದ್ದರು. [579,1381,822,1516]
page-number: 3 [1471,2,1522,94]
body-copy: ಮುತ್ತತ್ತಿ ಪ್ರತಿ ಮಂಡ್ಯ ಮೆಂಗಳೂರಿನ ಗುಂಡಿನ ದಾಳಿ ನಡೆಸಿದ ಆರೋಪಿಗಳನ್ನು ಬಂಧಿಸಬೇಕು ಎಂದು ಆಗ್ರಹಿಸಿ ಜಯಕರ್ನಾಟಕ ಸಂಘಟನೆಯ ಕಾರ್ಯಕರ್ತರು ನಗರದಲ್ಲಿ ಪ್ರತಿಭಟನೆ ನಡೆಸಿದರು. ನಗರದಲ್ಲಿ ಜಯಕರ್ನಾಟಕ ಸಂಘಟನೆ ಜಿಲ್ಲಾ ಘಟಕದ ಕಾರ್ಯಕರ್ತರು ಜಮಾಯಿಸಿ, ಜಯಕರ್ನಾಟಕ ಸಂಘಟನೆ ಜಿಲ್ಲಾಧ್ಯಕ್ಷ ಯೋಗಣ್ಣ ನೇತೃತ್ವದಲ್ಲಿ ಗೃಹ ಸಚಿವರಿಗೆ ಡಿಸಿ ಮೂಲಕ ಗೃಹ ಸಚಿವರಿಗೆ ಮನವಿ ಸಲ್ಲಿಸಿ ಒತ್ತಾಯಿಸಿದರು. ಕೃತ್ಯ ಎಸಗಿದವರ ವಿರುದ್ಧ ಕಾನೂನು ಕ್ರಮ ಕೈಗೊಂಡು ಕಠಿಣ ಶಿಕ್ಷೆ ನೀಡಬೇಕು. ರಿಕ್ಕಿ ರೈ ಗೆ ಸರ್ಕಾರದಿಂದ ಸೂಕ್ತ ಭದ್ರತೆ ನೀಡಬೇಕು ಎಂದು ಒತ್ತಾಯಿಸಿದರು. ಭಯೋತ್ಪಾದನೆಯ ಬದಲಾಗಿ ಪಡೆಯುತ್ತಿರುವ ಈ ದಾಳಿಗಳನ್ನು ಸಹಿಸುವುದಿಲ್ಲ. ತಕ್ಷಣವೇ ಕಾನೂನು ಸುವ್ಯವಸ್ಥೆ ನಿರ್ವಹಣೆಯ ನಿಟ್ಟಿನಲ್ಲಿ ಗೃಹ ಸಚಿವರು ಕ್ರಮ ವಹಿಸಬೇಕು ಎಂದು ಆಗ್ರಹಿಸಿದರು. ರವೀಂದ್ರ, ಬಸವರಾಜು, ಅಭಿ, ಪುಟ್ಟಸ್ವಾಮಿ, ಆಕ್ರಮ್ ಭಾಗವಹಿಸಿದ್ದರು. [6,360,537,440]
sidebar-item-school-admission [1246,107,1518,523]
body-copy: ತಾಲೂಕು ಆಡಳಿತದ ವತಿಯಿಂದ ಏ. 30 ರಂದು ನಡೆಯಲಿರುವ ಬಸವೇಶ್ವರ ಜಯಂತಿ ಹಾಗೂ ಮೇ. 04 ರಂದು ನಡೆಯಲಿರುವ ಮಹರ್ಷಿ ಭಗೀರಥ ಜಯಂತಿ ಕಾರ್ಯಕ್ರಮವನ್ನು ಅರ್ಥಪೂರ್ಣವಾಗಿ ಆಚರಿಸಲು ನಿರ್ಧರಿಸಲಾಗಿದೆ ಎಂದು ತಹಶೀಲ್ದಾರ್ ತಿಳಿಸಿದರು. ಪಟ್ಟಣದ ತಾಲೂಕು ಕಚೇರಿಯ ಸಭಾಂಗಣದಲ್ಲಿ ಸೋಮವಾರ ನಡೆದ ಪೂರ್ವಭಾವಿ ಸಭೆಯಲ್ಲಿ ಮಾತನಾಡಿದರು. ಜಯಂತಿ ಕಾರ್ಯಕ್ರಮದಲ್ಲಿ ಸಂಘ ಸಂಸ್ಥೆಗಳ ಪದಾಧಿಕಾರಿಗಳು, ಸಮುದಾಯದ ಮುಖಂಡರು ಭಾಗವಹಿಸಬೇಕು. ಮೆರವಣಿಗೆ, ವೇದಿಕೆ ಕಾರ್ಯಕ್ರಮದ ಸಿದ್ಧತೆ ಮಾಡಿಕೊಳ್ಳಬೇಕು. ಸಾಧಕರನ್ನು ಸನ್ಮಾನಿಸಲಾಗುವುದು. ಸಭೆಯಲ್ಲಿ ವಿವಿಧ ಇಲಾಖೆಗಳ ಅಧಿಕಾರಿಗಳು, ಸಮುದಾಯದ ಮುಖಂಡರಾದ ನಾಗರಾಜು, ಮಹೇಶ್, ಶಿವಕುಮಾರ್, ರಂಗಸ್ವಾಮಿ ಸೇರಿದಂತೆ ಹಲವರು ಹಾಜರಿದ್ದರು. [956,2224,1520,2291]
headline: ಓಮಾನ್‌ನಲ್ಲಿ ಕನ್ನಡಿಗರ ಸಾಂಸ್ಕೃತಿಕ ಕಲರವ [79,554,387,656]
headline: ಕಸ್ತೂರಬಾ ಗಾಂಧಿ ಬಾಲಿಕಾ ವಿದ್ಯಾಲಯ ವಸತಿ ಶಾಲೆಗೆ ಅರ್ಜಿ ಆಹ್ವಾನ [1246,107,1485,152]
headline: ಫೋನ್ -ಇನ್ ಕಾರ್ಯಕ್ರಮ: [1246,1141,1424,1164]
dateline: ಮೈಸೂರು: [1246,1171,1280,1182]
article-body [1246,1170,1518,1469]
dateline: ಪಿರಿಯಾಪಟ್ಟಣ: [1246,557,1296,569]
headline: ವಕೀಲರಿಂದ ಕಲಾಪ ಬಹಿಷ್ಕರಿಸಿ ಪ್ರತಿಭಟನೆ [565,104,1029,144]
article-jayanti-meeting [649,1884,1521,2405]
news-photo [732,159,1228,395]
body-copy: ರಾಜ್ಯದ ಹಿಂದುಳಿದ ವರ್ಗದವರು, ಆಸಹಾಯಕರ ನೆರವಿಗಾಗಿ ಕಾಂಗ್ರೆಸ್ ಪಕ್ಷ ಹಲವು ಯೋಜನೆಗಳನ್ನು ಜಾರಿಗೆ ತಂದಿದೆ. ಉಚಿತ ಆರೋಗ್ಯ ತಪಾಸಣಾ ಶಿಬಿರದ ಸದುಪಯೋಗವನ್ನು ಪ್ರತಿಯೊಬ್ಬರೂ ಪಡೆದುಕೊಳ್ಳಬೇಕು ಎಂದು ಮಾಜಿ ಶಾಸಕ ಆರ್ ನರೇಂದ್ರ ತಿಳಿಸಿದರು. ಹನೂರು ಪಟ್ಟಣದ ಮಾದರಿ ಹಿರಿಯ ಪ್ರಾಥಮಿಕ ಶಾಲಾ ಆವರಣದಲ್ಲಿ ಆಯೋಜಿಸಿದ್ದ ಉಚಿತ ಆರೋಗ್ಯ ತಪಾಸಣಾ ಶಿಬಿರ ಕಾರ್ಯಕ್ರಮವನ್ನು ಉದ್ಘಾಟಿಸಿ ಮಾತನಾಡಿದರು. ಪ್ರತಿಯೊಬ್ಬರು ಇಂದಿನ ದಿನಗಳಲ್ಲಿ ಆರೋಗ್ಯದ ಕಡೆ ಹೆಚ್ಚಿನ ಗಮನಹರಿಸಬೇಕು. ಆರೋಗ್ಯವೇ ಭಾಗ್ಯ ಎಂಬಂತೆ ಉತ್ತಮ ಆಹಾರ ಪದ್ಧತಿ ಅಳವಡಿಸಿಕೊಳ್ಳಬೇಕು. ಶಿಬಿರದಲ್ಲಿ ನೂರಾರು ಜನರು ತಪಾಸಣೆ ಮಾಡಿಸಿಕೊಂಡು ಉಚಿತ ಔಷಧಿ ಪಡೆದರು. ಹನೂರು ಕ್ಷೇತ್ರದಲ್ಲಿ 82 ಹಾಡಿಗಳಲ್ಲಿ 20 ಹಾಡಿಗಳಿಗೆ ಸೋಲಾರ್ ವ್ಯವಸ್ಥೆ ಮಾಡಲಾಗಿದೆ. ಈ ಸಂದರ್ಭದಲ್ಲಿ ಕಾಂಗ್ರೆಸ್ ಮುಖಂಡರು, ವೈದ್ಯರು ಹಾಗೂ ಸಾರ್ವಜನಿಕರು ಉಪಸ್ಥಿತರಿದ್ದರು. [725,915,972,1064]
article-body-left [649,1940,945,2403]
sidebar-item-phone-in [1246,1141,1518,1481]
divider [1246,1481,1516,1482]
body-copy: ಜಿಲ್ಲಾ ಕೇಂದ್ರದ ವಕೀಲರ ಸಂಘದ ಹಿರಿಯ ವಕೀಲ ಸೋಮಣ್ಣ ಅವರ ಮೇಲೆ ನಡೆದ ಹಲ್ಲೆಯನ್ನು ಖಂಡಿಸಿ ಮತ್ತು ಆರೋಪಿಗಳನ್ನು ಬಂಧಿಸುವಂತೆ ಆಗ್ರಹಿಸಿ ಇಲ್ಲಿನ ವಕೀಲರ ಸಂಘದಿಂದ ಸೋಮವಾರ ನ್ಯಾಯಾಲಯದ ಕಲಾಪಗಳನ್ನು ಬಹಿಷ್ಕರಿಸಿ ಪ್ರತಿಭಟನೆ ನಡೆಸಲಾಯಿತು. ಈ ಸಂದರ್ಭದಲ್ಲಿ ಮಾತನಾಡಿದ ವಕೀಲರ ಸಂಘದ ಅಧ್ಯಕ್ಷರು, ವಕೀಲರ ಸಂರಕ್ಷಣಾ ಕಾಯ್ದೆಯನ್ನು ಶೀಘ್ರವಾಗಿ ಜಾರಿಗೆ ತರಬೇಕು ಎಂದು ಆಗ್ರಹಿಸಿದರು. ರಾಜ್ಯದಲ್ಲಿ ವಕೀಲರ ಮೇಲೆ ನಿರಂತರವಾಗಿ ಹಲ್ಲೆಗಳು ನಡೆಯುತ್ತಿದ್ದು ಸರ್ಕಾರ ಕೂಡಲೇ ಕ್ರಮ ಕೈಗೊಳ್ಳಬೇಕು. ಶುಕ್ರವಾರ ಸಂಜೆ ಕಚೇರಿ ಮುಗಿಸಿ ಮನೆಗೆ ತೆರಳುತ್ತಿದ್ದ ವೇಳೆ ದುಷ್ಕರ್ಮಿಗಳು ಹಲ್ಲೆ ನಡೆಸಿದ್ದಾರೆ. ಈ ಕುರಿತು ಪೊಲೀಸರಿಗೆ ದೂರು ನೀಡಲಾಗಿದೆ. ಕಾಯ್ದೆಯಲ್ಲಿ ತಿದ್ದುಪಡಿ ಅವಶ್ಯವಿದೆ. ಆರೋಪಿಗಳನ್ನು ತಕ್ಷಣ ಬಂಧಿಸಿ ಕಾನೂನು ಕ್ರಮ ಕೈಗೊಳ್ಳಬೇಕು. ಈ ಸಂದರ್ಭದಲ್ಲಿ ವಕೀಲರ ಸಂಘದ ಪದಾಧಿಕಾರಿಗಳು, ಹಿರಿಯ ಹಾಗೂ ಕಿರಿಯ ವಕೀಲರು ಭಾಗವಹಿಸಿದ್ದರು. ಮನವಿ ಪತ್ರವನ್ನು ಜಿಲ್ಲಾಧಿಕಾರಿಗಳ ಮೂಲಕ ಸರ್ಕಾರಕ್ಕೆ ಸಲ್ಲಿಸಲಾಯಿತು. [558,159,720,432]
masthead [1236,2,1522,94]
body-copy: ಹಣಕ್ಕಾಗಿ ಪಿಡುಗು ತಾಯಿಯನ್ನೇ ಕೊಲೆ ಮಾಡಿರುವ ಘಟನೆ ನಡೆದಿದೆ. 60 ವರ್ಷ ತಾಯಿಯನ್ನು 40 ವರ್ಷ ಪುತ್ರ ಎರಡು ಇದ್ದ ಹಣದ ವಿಚಾರಕ್ಕೆ ಜಗಳ ತೆಗೆದು ಕೊಲೆ ಮಾಡಿದ್ದಾನೆ. ಕೃತ್ಯ ನಡೆದ ಬಳಿಕ ಆರೋಪಿ ಸ್ಥಳದಿಂದ ಪರಾರಿಯಾಗಿದ್ದು ಪೊಲೀಸರು ಶೋಧ ಕಾರ್ಯ ನಡೆಸಿದ್ದಾರೆ. ಈ ಕುರಿತು ಪಿರಿಯಾಪಟ್ಟಣ ಪೊಲೀಸ್ ಠಾಣೆಯಲ್ಲಿ ಪ್ರಕರಣ ದಾಖಲಾಗಿದೆ. [1246,557,1518,624]
headline: ಆರೋಪಿಗಳ ಬಂಧನಕ್ಕೆ ಆಗ್ರಹ [6,103,384,148]
headline: ಭಕ್ತಾದಿಗಳ ವಾಸ್ತವಕ್ಕೆ ಪ್ರಾಧಿಕಾರದ ಕೊಡುಗೆಗಳು ಲಭ್ಯವಿರುವುದಿಲ್ಲ [1246,1487,1450,1533]
article-body [6,1358,565,1557]
